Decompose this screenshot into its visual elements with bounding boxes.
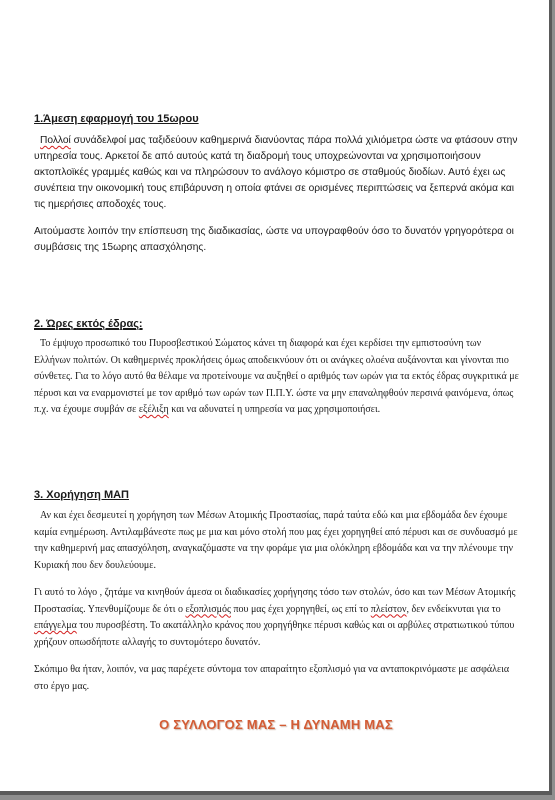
spellcheck-mark: εξέλιξη [138, 404, 169, 415]
paragraph-text: που μας έχει χορηγηθεί, ως επί το [230, 603, 371, 615]
paragraph-text: συνάδελφοί μας ταξιδεύουν καθημερινά διανύοντας πάρα πολλά χιλιόμετρα ώστε να φτάσουν στην υπηρεσία τους. Αρκετοί δε από αυτούς κατά τη διαδρομή τους υποχρεώνονται να χρησιμοποιήσουν ακτοπλοϊκές γραμμές καθώς και να πληρώσουν το ανάλογο κόμιστρο σε σταθμούς διοδίων. Αυτό έχει ως συνέπεια την οικονομική τους επιβάρυνση η οποία φτάνει σε ορισμένες περιπτώσεις να ξεπερνά ακόμα και τις ημερήσιες αποδοχές τους. [34, 135, 518, 210]
footer-slogan: Ο ΣΥΛΛΟΓΟΣ ΜΑΣ – Η ΔΥΝΑΜΗ ΜΑΣ [159, 717, 393, 732]
section-2-paragraph-1 [34, 336, 520, 419]
section-3-paragraph-1: Αν και έχει δεσμευτεί η χορήγηση των Μέσων Ατομικής Προστασίας, παρά ταύτα εδώ και μια εβδομάδα δεν έχουμε καμία ενημέρωση. Αντιλαμβάνεστε πως με μια και μόνο στολή που μας έχει χορηγηθεί από πέρυσι και σε συνδυασμό με την καθημερινή μας απασχόληση, αναγκαζόμαστε να την φοράμε για μια ολόκληρη εβδομάδα και να την πλένουμε την Κυριακή που δεν δουλεύουμε. [34, 510, 518, 571]
section-2-heading [34, 317, 520, 331]
section-2-body [34, 336, 520, 430]
paragraph-text: Γι αυτό το λόγο , ζητάμε να κινηθούν άμεσα οι διαδικασίες χορήγησης τόσο των στολών, όσο και των Μέσων Ατομικής Προστασίας. Υπενθυμίζουμε δε ότι ο [34, 587, 516, 615]
spellcheck-mark: πλείστον [370, 603, 407, 615]
section-3-paragraph-3: Σκόπιμο θα ήταν, λοιπόν, να μας παρέχετε σύντομα τον απαραίτητο εξοπλισμό για να ανταποκρινόμαστε με ασφάλεια στο έργο μας. [34, 664, 510, 692]
section-1-paragraph-1 [34, 133, 520, 213]
section-1-heading: 1.Άμεση εφαρμογή του 15ωρου [34, 113, 199, 125]
section-1-paragraph-2: Αιτούμαστε λοιπόν την επίσπευση της διαδικασίας, ώστε να υπογραφθούν όσο το δυνατόν γρηγορότερα οι συμβάσεις της 15ωρης απασχόλησης. [34, 226, 514, 253]
paragraph-text: Το έμψυχο προσωπικό του Πυροσβεστικού Σώματος κάνει τη διαφορά και έχει κερδίσει την εμπιστοσύνη των Ελλήνων πολιτών. Οι καθημερινές προκλήσεις όμως αποδεικνύουν ότι οι ανάγκες ολοένα αυξάνονται και γίνονται πιο σύνθετες. Για το λόγο αυτό θα θέλαμε να προτείνουμε να αυξηθεί ο αριθμός των ωρών για τα εκτός έδρας συγκριτικά με πέρυσι και να εναρμονιστεί με τον αριθμό των ωρών των Π.Π.Υ. ώστε να μην επαναληφθούν περσινά φαινόμενα, όπως π.χ. να έχουμε συμβάν σε [34, 338, 519, 415]
paragraph-text: και να αδυνατεί η υπηρεσία να μας χρησιμοποιήσει. [168, 404, 381, 415]
paragraph-text: , δεν ενδείκνυται για το [406, 603, 501, 615]
spellcheck-mark: Πολλοί [40, 135, 71, 146]
heading-text: 2. Ώρες εκτός έδρας: [34, 318, 143, 330]
paragraph-text: του πυροσβέστη. Το ακατάλληλο κράνος που χορηγήθηκε πέρυσι καθώς και οι αρβύλες στρατιωτικού τύπου χρήζουν οπωσδήποτε αλλαγής το συντομότερο δυνατόν. [34, 620, 515, 648]
section-3-paragraph-2 [34, 585, 520, 651]
section-3-body [34, 508, 520, 706]
section-3-heading: 3. Χορήγηση ΜΑΠ [34, 489, 129, 501]
section-1-body [34, 133, 520, 267]
spellcheck-mark: επάγγελμα [34, 620, 77, 631]
spellcheck-mark: εξοπλισμός [185, 603, 231, 615]
